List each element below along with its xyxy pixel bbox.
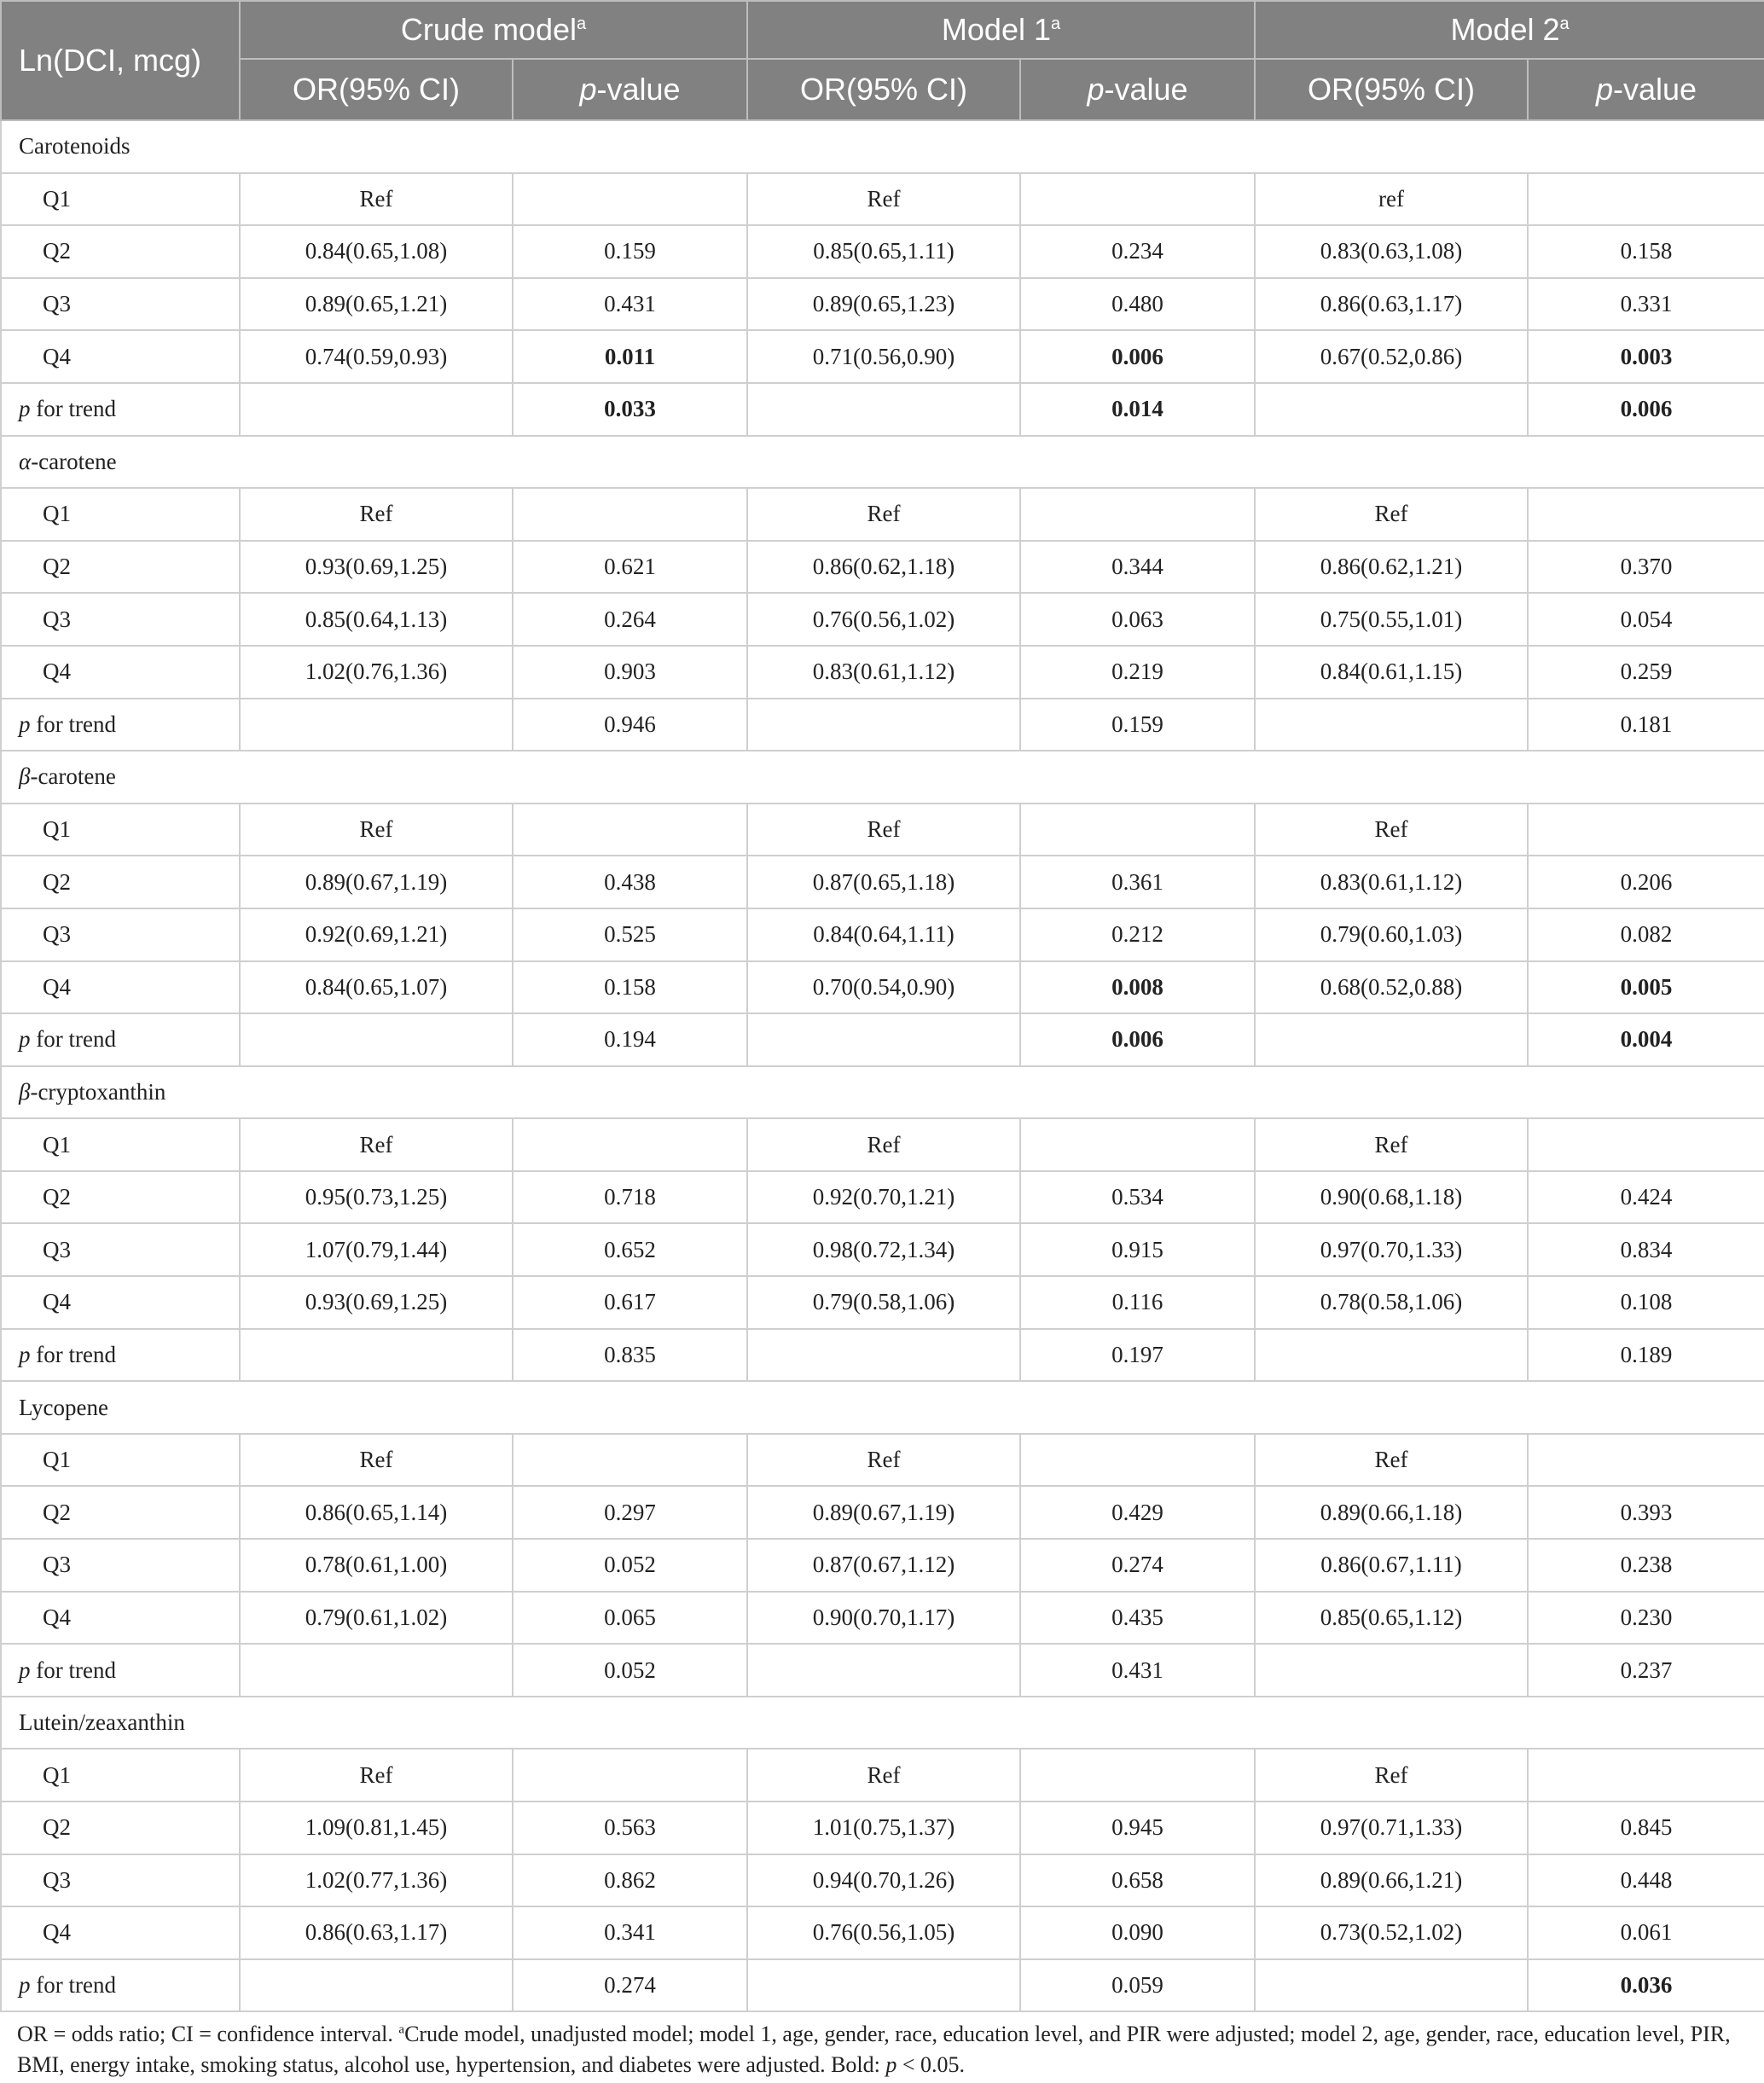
or-ci-cell: 0.94(0.70,1.26) — [747, 1854, 1020, 1907]
table-row — [1, 908, 1764, 961]
p-value-cell — [513, 1118, 747, 1171]
trend-label: p for trend — [1, 699, 240, 751]
or-ci-cell: Ref — [1255, 1434, 1528, 1487]
p-value-cell — [1020, 488, 1255, 541]
table-row — [1, 646, 1764, 699]
or-ci-cell: 0.86(0.65,1.14) — [240, 1486, 513, 1539]
or-ci-cell: Ref — [240, 173, 513, 226]
p-value-cell: 0.003 — [1528, 330, 1764, 383]
quartile-label: Q1 — [1, 173, 240, 226]
quartile-label: Q4 — [1, 646, 240, 699]
or-ci-cell: 0.86(0.62,1.18) — [747, 541, 1020, 594]
quartile-label: Q1 — [1, 1434, 240, 1487]
table-row — [1, 541, 1764, 594]
table-row — [1, 1592, 1764, 1645]
table-row — [1, 330, 1764, 383]
table-row — [1, 1959, 1764, 2012]
or-ci-header: OR(95% CI) — [747, 59, 1020, 120]
or-ci-cell: 0.89(0.66,1.21) — [1255, 1854, 1528, 1907]
or-ci-cell: Ref — [747, 488, 1020, 541]
p-value-cell — [1020, 804, 1255, 856]
p-value-cell: 0.274 — [1020, 1539, 1255, 1592]
p-value-cell: 0.429 — [1020, 1486, 1255, 1539]
or-ci-cell: 1.07(0.79,1.44) — [240, 1223, 513, 1276]
p-value-cell — [1020, 1434, 1255, 1487]
quartile-label: Q1 — [1, 804, 240, 856]
p-value-cell: 0.361 — [1020, 856, 1255, 908]
quartile-label: Q3 — [1, 278, 240, 331]
p-value-cell — [1528, 488, 1764, 541]
or-ci-cell: 0.83(0.63,1.08) — [1255, 225, 1528, 278]
or-ci-cell: Ref — [1255, 1749, 1528, 1802]
quartile-label: Q1 — [1, 1118, 240, 1171]
p-value-cell: 0.915 — [1020, 1223, 1255, 1276]
p-value-cell: 0.862 — [513, 1854, 747, 1907]
p-value-cell: 0.212 — [1020, 908, 1255, 961]
group-row — [1, 1697, 1764, 1749]
p-value-header: p-value — [1020, 59, 1255, 120]
or-ci-cell: 0.84(0.61,1.15) — [1255, 646, 1528, 699]
p-value-cell: 0.206 — [1528, 856, 1764, 908]
p-value-cell: 0.059 — [1020, 1959, 1255, 2012]
or-ci-cell — [240, 699, 513, 751]
p-value-cell — [1020, 173, 1255, 226]
table-row — [1, 1854, 1764, 1907]
or-ci-cell — [747, 1959, 1020, 2012]
quartile-label: Q3 — [1, 1223, 240, 1276]
or-ci-cell: 0.92(0.69,1.21) — [240, 908, 513, 961]
p-value-cell — [1020, 1118, 1255, 1171]
p-value-cell: 0.534 — [1020, 1171, 1255, 1224]
or-ci-cell: 0.79(0.61,1.02) — [240, 1592, 513, 1645]
p-value-cell: 0.424 — [1528, 1171, 1764, 1224]
p-value-cell: 0.219 — [1020, 646, 1255, 699]
quartile-label: Q3 — [1, 593, 240, 646]
p-value-cell — [513, 1434, 747, 1487]
or-ci-cell: 0.89(0.67,1.19) — [747, 1486, 1020, 1539]
p-value-cell: 0.946 — [513, 699, 747, 751]
model-header-model2: Model 2$^a$ — [1255, 1, 1764, 59]
p-value-cell: 0.237 — [1528, 1644, 1764, 1697]
p-value-cell: 0.061 — [1528, 1906, 1764, 1959]
p-value-cell: 0.274 — [513, 1959, 747, 2012]
p-value-cell: 0.393 — [1528, 1486, 1764, 1539]
table-row — [1, 278, 1764, 331]
or-ci-cell: Ref — [240, 1118, 513, 1171]
quartile-label: Q3 — [1, 1854, 240, 1907]
quartile-label: Q4 — [1, 1276, 240, 1329]
or-ci-cell — [240, 383, 513, 436]
quartile-label: Q4 — [1, 330, 240, 383]
or-ci-cell: Ref — [240, 804, 513, 856]
or-ci-cell: 0.83(0.61,1.12) — [1255, 856, 1528, 908]
model-header-crude: Crude model$^a$ — [240, 1, 747, 59]
table-row — [1, 1486, 1764, 1539]
or-ci-cell: 0.97(0.70,1.33) — [1255, 1223, 1528, 1276]
or-ci-cell — [747, 1329, 1020, 1382]
corner-header: Ln(DCI, mcg) — [1, 1, 240, 120]
p-value-cell: 0.158 — [513, 961, 747, 1014]
or-ci-cell: 1.09(0.81,1.45) — [240, 1802, 513, 1854]
quartile-label: Q2 — [1, 1486, 240, 1539]
p-value-cell — [513, 1749, 747, 1802]
group-row — [1, 436, 1764, 489]
table-row — [1, 1802, 1764, 1854]
p-value-cell — [1020, 1749, 1255, 1802]
or-ci-cell: 0.95(0.73,1.25) — [240, 1171, 513, 1224]
or-ci-cell: Ref — [747, 1118, 1020, 1171]
group-label: Lycopene — [1, 1381, 1764, 1434]
footnote: OR = odds ratio; CI = confidence interval. $^a$Crude model, unadjusted model; model 1, age, gender, race, education level, and PIR were adjusted; model 2, age, gender, race, education level, PIR, BMI, energy intake, smoking status, alcohol use, hypertension, and diabetes were adjusted. Bold: p < 0.05. — [17, 2022, 1731, 2078]
p-value-cell: 0.033 — [513, 383, 747, 436]
or-ci-cell: 1.02(0.77,1.36) — [240, 1854, 513, 1907]
table-row — [1, 1276, 1764, 1329]
p-value-cell: 0.008 — [1020, 961, 1255, 1014]
p-value-header: p-value — [513, 59, 747, 120]
p-value-cell: 0.718 — [513, 1171, 747, 1224]
p-value-cell: 0.903 — [513, 646, 747, 699]
p-value-cell: 0.238 — [1528, 1539, 1764, 1592]
quartile-label: Q3 — [1, 908, 240, 961]
trend-label: p for trend — [1, 1959, 240, 2012]
or-ci-cell: 0.90(0.70,1.17) — [747, 1592, 1020, 1645]
or-ci-cell: 0.83(0.61,1.12) — [747, 646, 1020, 699]
group-row — [1, 751, 1764, 804]
table-row — [1, 593, 1764, 646]
or-ci-cell: Ref — [1255, 488, 1528, 541]
or-ci-cell: 0.93(0.69,1.25) — [240, 541, 513, 594]
or-ci-cell: 0.78(0.58,1.06) — [1255, 1276, 1528, 1329]
p-value-cell: 0.159 — [1020, 699, 1255, 751]
group-row — [1, 1066, 1764, 1119]
or-ci-cell: 0.70(0.54,0.90) — [747, 961, 1020, 1014]
or-ci-cell: 0.78(0.61,1.00) — [240, 1539, 513, 1592]
p-value-cell: 0.264 — [513, 593, 747, 646]
or-ci-cell: Ref — [747, 1434, 1020, 1487]
or-ci-cell — [1255, 383, 1528, 436]
quartile-label: Q1 — [1, 488, 240, 541]
table-row — [1, 1013, 1764, 1066]
quartile-label: Q4 — [1, 961, 240, 1014]
or-ci-cell: 1.02(0.76,1.36) — [240, 646, 513, 699]
p-value-cell: 0.090 — [1020, 1906, 1255, 1959]
p-value-header: p-value — [1528, 59, 1764, 120]
or-ci-cell: 0.73(0.52,1.02) — [1255, 1906, 1528, 1959]
table-row — [1, 1539, 1764, 1592]
group-label: Lutein/zeaxanthin — [1, 1697, 1764, 1749]
p-value-cell — [1528, 1434, 1764, 1487]
p-value-cell: 0.082 — [1528, 908, 1764, 961]
or-ci-cell — [1255, 1329, 1528, 1382]
p-value-cell: 0.159 — [513, 225, 747, 278]
quartile-label: Q1 — [1, 1749, 240, 1802]
group-label: β-carotene — [1, 751, 1764, 804]
quartile-label: Q2 — [1, 225, 240, 278]
or-ci-cell: 0.85(0.65,1.12) — [1255, 1592, 1528, 1645]
or-ci-cell — [1255, 1013, 1528, 1066]
or-ci-cell: 1.01(0.75,1.37) — [747, 1802, 1020, 1854]
p-value-cell: 0.845 — [1528, 1802, 1764, 1854]
p-value-cell: 0.189 — [1528, 1329, 1764, 1382]
or-ci-cell: 0.89(0.65,1.21) — [240, 278, 513, 331]
p-value-cell: 0.116 — [1020, 1276, 1255, 1329]
p-value-cell: 0.006 — [1020, 1013, 1255, 1066]
p-value-cell — [513, 488, 747, 541]
p-value-cell: 0.431 — [1020, 1644, 1255, 1697]
or-ci-cell: 0.74(0.59,0.93) — [240, 330, 513, 383]
or-ci-cell: 0.98(0.72,1.34) — [747, 1223, 1020, 1276]
table-row — [1, 1434, 1764, 1487]
p-value-cell — [1528, 1749, 1764, 1802]
or-ci-cell: 0.86(0.63,1.17) — [240, 1906, 513, 1959]
or-ci-cell: 0.87(0.67,1.12) — [747, 1539, 1020, 1592]
or-ci-cell: 0.68(0.52,0.88) — [1255, 961, 1528, 1014]
table-row — [1, 1906, 1764, 1959]
p-value-cell: 0.341 — [513, 1906, 747, 1959]
or-ci-cell: 0.89(0.66,1.18) — [1255, 1486, 1528, 1539]
quartile-label: Q4 — [1, 1592, 240, 1645]
table-row — [1, 1329, 1764, 1382]
or-ci-cell: 0.76(0.56,1.02) — [747, 593, 1020, 646]
or-ci-cell — [747, 1013, 1020, 1066]
trend-label: p for trend — [1, 383, 240, 436]
p-value-cell: 0.344 — [1020, 541, 1255, 594]
p-value-cell: 0.259 — [1528, 646, 1764, 699]
or-ci-cell: 0.85(0.64,1.13) — [240, 593, 513, 646]
quartile-label: Q2 — [1, 1171, 240, 1224]
or-ci-cell — [1255, 1644, 1528, 1697]
p-value-cell: 0.297 — [513, 1486, 747, 1539]
p-value-cell: 0.834 — [1528, 1223, 1764, 1276]
table-row — [1, 961, 1764, 1014]
p-value-cell: 0.065 — [513, 1592, 747, 1645]
p-value-cell: 0.194 — [513, 1013, 747, 1066]
or-ci-cell: 0.86(0.63,1.17) — [1255, 278, 1528, 331]
or-ci-cell: 0.86(0.62,1.21) — [1255, 541, 1528, 594]
quartile-label: Q2 — [1, 856, 240, 908]
or-ci-cell: 0.89(0.67,1.19) — [240, 856, 513, 908]
table-row — [1, 225, 1764, 278]
p-value-cell: 0.054 — [1528, 593, 1764, 646]
or-ci-cell: Ref — [1255, 804, 1528, 856]
or-ci-cell: 0.87(0.65,1.18) — [747, 856, 1020, 908]
p-value-cell: 0.438 — [513, 856, 747, 908]
table-row — [1, 173, 1764, 226]
p-value-cell: 0.063 — [1020, 593, 1255, 646]
table-row — [1, 1171, 1764, 1224]
p-value-cell: 0.945 — [1020, 1802, 1255, 1854]
group-row — [1, 1381, 1764, 1434]
or-ci-cell — [240, 1013, 513, 1066]
p-value-cell: 0.052 — [513, 1644, 747, 1697]
p-value-cell: 0.052 — [513, 1539, 747, 1592]
quartile-label: Q2 — [1, 541, 240, 594]
or-ci-header: OR(95% CI) — [240, 59, 513, 120]
trend-label: p for trend — [1, 1329, 240, 1382]
table-row — [1, 383, 1764, 436]
table-row — [1, 856, 1764, 908]
p-value-cell: 0.197 — [1020, 1329, 1255, 1382]
p-value-cell: 0.480 — [1020, 278, 1255, 331]
p-value-cell: 0.004 — [1528, 1013, 1764, 1066]
or-ci-cell — [747, 699, 1020, 751]
or-ci-header: OR(95% CI) — [1255, 59, 1528, 120]
or-ci-cell — [240, 1959, 513, 2012]
p-value-cell — [1528, 804, 1764, 856]
or-ci-cell: 0.71(0.56,0.90) — [747, 330, 1020, 383]
quartile-label: Q2 — [1, 1802, 240, 1854]
p-value-cell: 0.014 — [1020, 383, 1255, 436]
or-ci-cell — [1255, 699, 1528, 751]
or-ci-cell: 0.67(0.52,0.86) — [1255, 330, 1528, 383]
quartile-label: Q4 — [1, 1906, 240, 1959]
group-label: α-carotene — [1, 436, 1764, 489]
p-value-cell: 0.158 — [1528, 225, 1764, 278]
or-ci-cell: Ref — [747, 804, 1020, 856]
p-value-cell: 0.658 — [1020, 1854, 1255, 1907]
p-value-cell: 0.006 — [1528, 383, 1764, 436]
or-ci-cell: 0.79(0.60,1.03) — [1255, 908, 1528, 961]
p-value-cell — [513, 804, 747, 856]
or-ci-cell: 0.84(0.64,1.11) — [747, 908, 1020, 961]
or-ci-cell — [1255, 1959, 1528, 2012]
or-ci-cell: 0.79(0.58,1.06) — [747, 1276, 1020, 1329]
or-ci-cell — [747, 1644, 1020, 1697]
or-ci-cell — [240, 1329, 513, 1382]
or-ci-cell: 0.90(0.68,1.18) — [1255, 1171, 1528, 1224]
or-ci-cell: Ref — [240, 488, 513, 541]
or-ci-cell: ref — [1255, 173, 1528, 226]
p-value-cell: 0.331 — [1528, 278, 1764, 331]
group-label: Carotenoids — [1, 120, 1764, 173]
p-value-cell: 0.431 — [513, 278, 747, 331]
group-row — [1, 120, 1764, 173]
or-ci-cell: 0.75(0.55,1.01) — [1255, 593, 1528, 646]
p-value-cell — [513, 173, 747, 226]
or-ci-cell: Ref — [747, 173, 1020, 226]
p-value-cell: 0.617 — [513, 1276, 747, 1329]
p-value-cell: 0.621 — [513, 541, 747, 594]
or-ci-cell: 0.84(0.65,1.07) — [240, 961, 513, 1014]
table-body — [1, 120, 1764, 2011]
p-value-cell: 0.652 — [513, 1223, 747, 1276]
or-ci-cell — [240, 1644, 513, 1697]
group-label: β-cryptoxanthin — [1, 1066, 1764, 1119]
or-ci-cell: 0.89(0.65,1.23) — [747, 278, 1020, 331]
p-value-cell: 0.230 — [1528, 1592, 1764, 1645]
or-ci-cell: Ref — [240, 1749, 513, 1802]
or-ci-cell: 0.84(0.65,1.08) — [240, 225, 513, 278]
or-ci-cell: 0.85(0.65,1.11) — [747, 225, 1020, 278]
p-value-cell: 0.005 — [1528, 961, 1764, 1014]
table-row — [1, 1644, 1764, 1697]
table-row — [1, 699, 1764, 751]
p-value-cell: 0.563 — [513, 1802, 747, 1854]
or-ci-cell: 0.97(0.71,1.33) — [1255, 1802, 1528, 1854]
p-value-cell: 0.011 — [513, 330, 747, 383]
or-ci-cell: Ref — [1255, 1118, 1528, 1171]
or-ci-cell: 0.92(0.70,1.21) — [747, 1171, 1020, 1224]
table-row — [1, 804, 1764, 856]
p-value-cell: 0.435 — [1020, 1592, 1255, 1645]
p-value-cell — [1528, 1118, 1764, 1171]
or-ci-cell: Ref — [240, 1434, 513, 1487]
p-value-cell: 0.036 — [1528, 1959, 1764, 2012]
model-header-model1: Model 1$^a$ — [747, 1, 1255, 59]
trend-label: p for trend — [1, 1644, 240, 1697]
p-value-cell: 0.234 — [1020, 225, 1255, 278]
p-value-cell: 0.525 — [513, 908, 747, 961]
table-row — [1, 488, 1764, 541]
p-value-cell — [1528, 173, 1764, 226]
quartile-label: Q3 — [1, 1539, 240, 1592]
or-ci-cell: Ref — [747, 1749, 1020, 1802]
p-value-cell: 0.448 — [1528, 1854, 1764, 1907]
or-ci-cell: 0.76(0.56,1.05) — [747, 1906, 1020, 1959]
or-ci-cell — [747, 383, 1020, 436]
table-row — [1, 1749, 1764, 1802]
or-ci-cell: 0.86(0.67,1.11) — [1255, 1539, 1528, 1592]
table-header — [1, 1, 1764, 120]
p-value-cell: 0.370 — [1528, 541, 1764, 594]
trend-label: p for trend — [1, 1013, 240, 1066]
or-ci-cell: 0.93(0.69,1.25) — [240, 1276, 513, 1329]
p-value-cell: 0.181 — [1528, 699, 1764, 751]
p-value-cell: 0.835 — [513, 1329, 747, 1382]
table-row — [1, 1223, 1764, 1276]
p-value-cell: 0.108 — [1528, 1276, 1764, 1329]
p-value-cell: 0.006 — [1020, 330, 1255, 383]
table-row — [1, 1118, 1764, 1171]
